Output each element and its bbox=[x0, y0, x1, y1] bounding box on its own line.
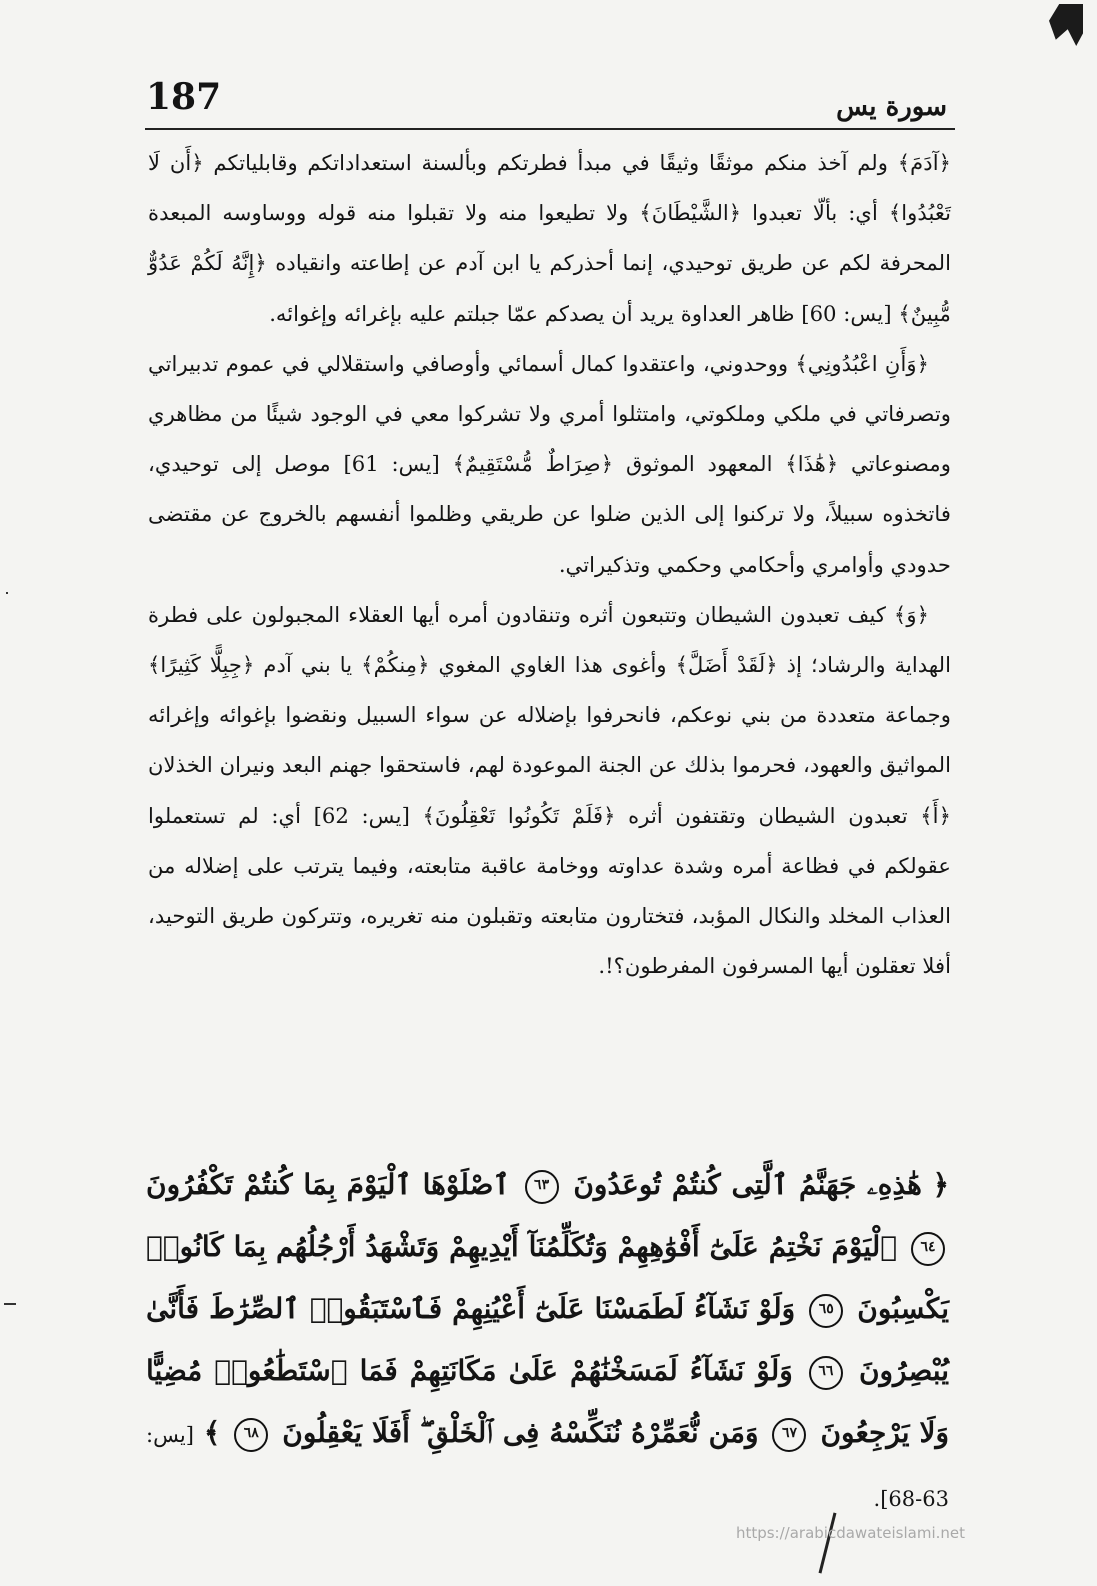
paragraph: ﴿وَأَنِ اعْبُدُونِي﴾ ووحدوني، واعتقدوا كمال أسمائي وأوصافي واستقلالي في عموم تدبيراتي وتصرفاتي في ملكي وملكوتي، وامتثلوا أمري ولا تشركوا معي في الوجود شيئًا من مظاهري ومصنوعاتي ﴿هَٰذَا﴾ المعهود الموثوق ﴿صِرَاطٌ مُّسْتَقِيمٌ﴾ [يس: 61] موصل إلى توحيدي، فاتخذوه سبيلاً، ولا تركنوا إلى الذين ضلوا عن طريقي وظلموا أنفسهم بالخروج عن مقتضى حدودي وأوامري وأحكامي وحكمي وتذكيراتي. bbox=[148, 350, 951, 577]
page-number: 187 bbox=[146, 76, 222, 118]
ayah-text: هَٰذِهِۦ جَهَنَّمُ ٱلَّتِى كُنتُمْ تُوعَدُونَ bbox=[573, 1168, 922, 1201]
ayah-text: وَلَوْ نَشَآءُ لَمَسَخْنَٰهُمْ عَلَىٰ مَكَانَتِهِمْ فَمَا ٱسْتَطَٰعُوا۟ مُضِيًّا وَلَا يَرْجِعُونَ bbox=[146, 1354, 950, 1449]
ayah-end-marker: ٦٤ bbox=[911, 1232, 945, 1266]
scan-mark-top bbox=[1049, 4, 1083, 46]
ayah-end-marker: ٦٣ bbox=[525, 1170, 559, 1204]
ayah-text: وَلَوْ نَشَآءُ لَطَمَسْنَا عَلَىٰٓ أَعْيُنِهِمْ فَٱسْتَبَقُوا۟ ٱلصِّرَٰطَ فَأَنَّىٰ يُبْصِرُونَ bbox=[146, 1292, 950, 1387]
watermark-url: https://arabicdawateislami.net bbox=[735, 1524, 965, 1542]
paragraph: ﴿آدَمَ﴾ ولم آخذ منكم موثقًا وثيقًا في مبدأ فطرتكم وبألسنة استعداداتكم وقابلياتكم ﴿أَن لَا تَعْبُدُوا﴾ أي: بألّا تعبدوا ﴿الشَّيْطَانَ﴾ ولا تطيعوا منه ولا تقبلوا منه قوله ووساوسه المبعدة المحرفة لكم عن طريق توحيدي، إنما أحذركم يا ابن آدم عن إطاعته وانقياده ﴿إِنَّهُ لَكُمْ عَدُوٌّ مُّبِينٌ﴾ [يس: 60] ظاهر العداوة يريد أن يصدكم عمّا جبلتم عليه بإغرائه وإغوائه. bbox=[148, 150, 951, 326]
ayah-end-marker: ٦٨ bbox=[234, 1418, 268, 1452]
verse-reference: [يس: 63-68]. bbox=[146, 1423, 949, 1511]
quran-close-bracket: ﴾ bbox=[203, 1416, 221, 1449]
surah-title: سورة يس bbox=[836, 92, 947, 122]
paragraph: ﴿وَ﴾ كيف تعبدون الشيطان وتتبعون أثره وتنقادون أمره أيها العقلاء المجبولون على فطرة الهداية والرشاد؛ إذ ﴿لَقَدْ أَضَلَّ﴾ وأغوى هذا الغاوي المغوي ﴿مِنكُمْ﴾ يا بني آدم ﴿جِبِلًّا كَثِيرًا﴾ وجماعة متعددة من بني نوعكم، فانحرفوا بإضلاله عن سواء السبيل ونقضوا بإغوائه وإغرائه المواثيق والعهود، فحرموا بذلك عن الجنة الموعودة لهم، فاستحقوا جهنم البعد ونيران الخذلان ﴿أَ﴾ تعبدون الشيطان وتقتفون أثره ﴿فَلَمْ تَكُونُوا تَعْقِلُونَ﴾ [يس: 62] أي: لم تستعملوا عقولكم في فظاعة أمره وشدة عداوته ووخامة عاقبة متابعته، وفيما يترتب على إضلاله من العذاب المخلد والنكال المؤبد، فتختارون متابعته وتقبلون منه تغريره، وتتركون طريق التوحيد، أفلا تعقلون أيها المسرفون المفرطون؟!. bbox=[148, 601, 951, 979]
header-rule bbox=[145, 128, 955, 130]
quran-verses-block bbox=[146, 1154, 949, 1530]
ayah-end-marker: ٦٦ bbox=[809, 1356, 843, 1390]
commentary-body bbox=[148, 138, 951, 991]
ayah-end-marker: ٦٥ bbox=[809, 1294, 843, 1328]
ayah-text: ٱصْلَوْهَا ٱلْيَوْمَ بِمَا كُنتُمْ تَكْفُرُونَ bbox=[146, 1168, 510, 1201]
scan-mark-side-lower bbox=[4, 1303, 16, 1305]
ayah-text: ٱلْيَوْمَ نَخْتِمُ عَلَىٰٓ أَفْوَٰهِهِمْ وَتُكَلِّمُنَآ أَيْدِيهِمْ وَتَشْهَدُ أَرْجُلُهُم بِمَا كَانُوا۟ يَكْسِبُونَ bbox=[146, 1230, 949, 1325]
ayah-text: وَمَن نُّعَمِّرْهُ نُنَكِّسْهُ فِى ٱلْخَلْقِ ۖ أَفَلَا يَعْقِلُونَ bbox=[282, 1416, 759, 1449]
scan-mark-side bbox=[6, 592, 8, 594]
ayah-end-marker: ٦٧ bbox=[772, 1418, 806, 1452]
quran-open-bracket: ﴿ bbox=[932, 1168, 950, 1201]
